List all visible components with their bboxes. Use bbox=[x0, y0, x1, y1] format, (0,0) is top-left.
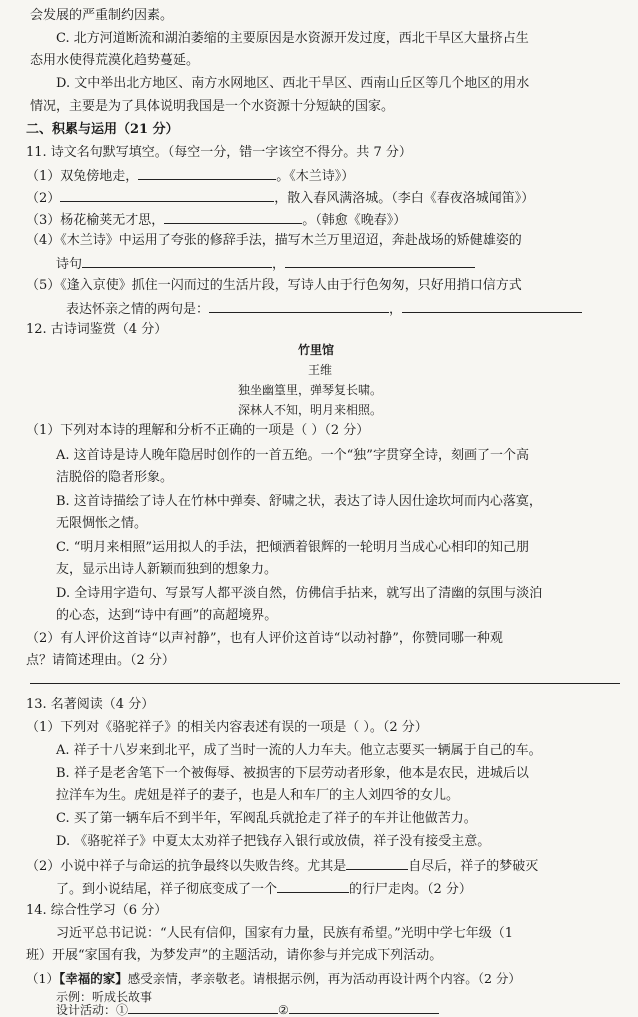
circle-number: ① bbox=[116, 1003, 129, 1017]
option-line: 洁脱俗的隐者形象。 bbox=[56, 470, 174, 485]
fill-blank-item bbox=[26, 855, 538, 877]
option-line: B. 这首诗描绘了诗人在竹林中弹奏、舒啸之状，表达了诗人因仕途坎坷而内心落寞， bbox=[56, 494, 542, 509]
text-segment: 设计活动： bbox=[56, 1003, 117, 1017]
poem-line: 深林人不知，明月来相照。 bbox=[238, 403, 383, 417]
circle-number: ② bbox=[278, 1003, 289, 1017]
text-line: 示例：听成长故事 bbox=[56, 990, 153, 1004]
text-segment: 自尽后，祥子的梦破灭 bbox=[408, 859, 539, 874]
question-item bbox=[26, 969, 521, 989]
poem-title: 竹里馆 bbox=[298, 343, 335, 357]
answer-blank[interactable] bbox=[164, 209, 302, 224]
answer-blank[interactable] bbox=[346, 855, 408, 870]
text-segment: 表达怀亲之情的两句是： bbox=[66, 302, 210, 317]
fill-blank-item bbox=[26, 209, 406, 231]
fill-blank-item bbox=[26, 187, 534, 209]
text-segment: （2）小说中祥子与命运的抗争最终以失败告终。尤其是 bbox=[26, 859, 347, 874]
text-line: D. 文中举出北方地区、南方水网地区、西北干旱区、西南山丘区等几个地区的用水 bbox=[56, 76, 530, 91]
text-segment: （2） bbox=[26, 191, 61, 206]
text-segment: ， bbox=[272, 257, 286, 272]
poem-author: 王维 bbox=[308, 363, 333, 377]
text-line: 情况，主要是为了具体说明我国是一个水资源十分短缺的国家。 bbox=[30, 99, 395, 114]
answer-blank[interactable] bbox=[60, 187, 274, 202]
question-heading: 12. 古诗词鉴赏（4 分） bbox=[26, 322, 168, 337]
option-line: 无限惆怅之情。 bbox=[56, 516, 148, 531]
section-heading: 二、积累与运用（21 分） bbox=[26, 122, 179, 137]
question-item: （2）有人评价这首诗“以声衬静”，也有人评价这首诗“以动衬静”，你赞同哪一种观 bbox=[26, 631, 503, 646]
text-line: 习近平总书记说：“人民有信仰，国家有力量，民族有希望。”光明中学七年级（1 bbox=[56, 926, 514, 941]
text-segment: 了。到小说结尾，祥子彻底变成了一个 bbox=[56, 882, 278, 897]
option-line: 拉洋车为生。虎妞是祥子的妻子，也是人和车厂的主人刘四爷的女儿。 bbox=[56, 788, 460, 803]
text-line: （4）《木兰诗》中运用了夸张的修辞手法，描写木兰万里迢迢，奔赴战场的矫健雄姿的 bbox=[26, 233, 522, 248]
text-segment: 。《木兰诗》） bbox=[276, 169, 355, 184]
text-segment: （1）双兔傍地走， bbox=[26, 169, 139, 184]
text-line: 态用水使得荒漠化趋势蔓延。 bbox=[30, 53, 200, 68]
text-line: 会发展的严重制约因素。 bbox=[30, 8, 174, 23]
question-item: （1）下列对《骆驼祥子》的相关内容表述有误的一项是（ ）。（2 分） bbox=[26, 720, 428, 735]
text-segment: 的行尸走肉。（2 分） bbox=[349, 882, 472, 897]
answer-blank[interactable] bbox=[289, 1003, 439, 1014]
text-segment: （3）杨花榆荚无才思， bbox=[26, 213, 165, 228]
question-heading: 11. 诗文名句默写填空。（每空一分，错一字该空不得分。共 7 分） bbox=[26, 145, 412, 160]
text-line: 班）开展“家国有我，为梦发声”的主题活动，请你参与并完成下列活动。 bbox=[26, 948, 443, 963]
text-segment: 诗句 bbox=[56, 257, 83, 272]
poem-line: 独坐幽篁里，弹琴复长啸。 bbox=[238, 383, 383, 397]
answer-blank[interactable] bbox=[128, 1003, 278, 1014]
question-heading: 13. 名著阅读（4 分） bbox=[26, 697, 155, 712]
text-line: （5）《逢入京使》抓住一闪而过的生活片段，写诗人由于行色匆匆，只好用捎口信方式 bbox=[26, 278, 522, 293]
text-segment: 。（韩愈《晚春》） bbox=[302, 213, 407, 228]
question-heading: 14. 综合性学习（6 分） bbox=[26, 903, 168, 918]
option-line: C. 买了第一辆车后不到半年，军阀乱兵就抢走了祥子的车并让他做苦力。 bbox=[56, 811, 477, 826]
text-segment: 感受亲情，孝亲敬老。请根据示例，再为活动再设计两个内容。（2 分） bbox=[127, 971, 521, 986]
answer-blank[interactable] bbox=[402, 298, 582, 313]
fill-blank-item bbox=[56, 1003, 439, 1016]
option-line: B. 祥子是老舍笔下一个被侮辱、被损害的下层劳动者形象，他本是农民，进城后以 bbox=[56, 766, 529, 781]
option-line: A. 祥子十八岁来到北平，成了当时一流的人力车夫。他立志要买一辆属于自己的车。 bbox=[56, 743, 542, 758]
text-segment: ， bbox=[389, 302, 403, 317]
answer-blank[interactable] bbox=[277, 878, 349, 893]
option-line: C. “明月来相照”运用拟人的手法，把倾洒着银辉的一轮明月当成心心相印的知己朋 bbox=[56, 540, 530, 555]
option-line: 友，显示出诗人新颖而独到的想象力。 bbox=[56, 562, 278, 577]
answer-blank[interactable] bbox=[138, 165, 276, 180]
fill-blank-item bbox=[26, 165, 354, 187]
answer-blank[interactable] bbox=[285, 253, 475, 268]
activity-title: 【幸福的家】 bbox=[58, 971, 128, 986]
option-line: 的心态，达到“诗中有画”的高超境界。 bbox=[56, 608, 278, 623]
option-line: A. 这首诗是诗人晚年隐居时创作的一首五绝。一个“独”字贯穿全诗，刻画了一个高 bbox=[56, 448, 529, 463]
question-item: （1）下列对本诗的理解和分析不正确的一项是（ ）（2 分） bbox=[26, 423, 370, 438]
text-segment: （1） bbox=[26, 971, 59, 986]
text-line: C. 北方河道断流和湖泊萎缩的主要原因是水资源开发过度，西北干旱区大量挤占生 bbox=[56, 31, 529, 46]
fill-blank-item bbox=[66, 298, 582, 320]
option-line: D. 《骆驼祥子》中夏太太劝祥子把钱存入银行或放债，祥子没有接受主意。 bbox=[56, 834, 491, 849]
question-item: 点？请简述理由。（2 分） bbox=[26, 653, 175, 668]
text-segment: ，散入春风满洛城。（李白《春夜洛城闻笛》） bbox=[274, 191, 535, 206]
answer-line[interactable] bbox=[30, 683, 620, 684]
answer-blank[interactable] bbox=[82, 253, 272, 268]
fill-blank-item bbox=[56, 253, 475, 275]
fill-blank-item bbox=[56, 878, 472, 900]
option-line: D. 全诗用字造句、写景写人都平淡自然，仿佛信手拈来，就写出了清幽的氛围与淡泊 bbox=[56, 586, 543, 601]
answer-blank[interactable] bbox=[209, 298, 389, 313]
